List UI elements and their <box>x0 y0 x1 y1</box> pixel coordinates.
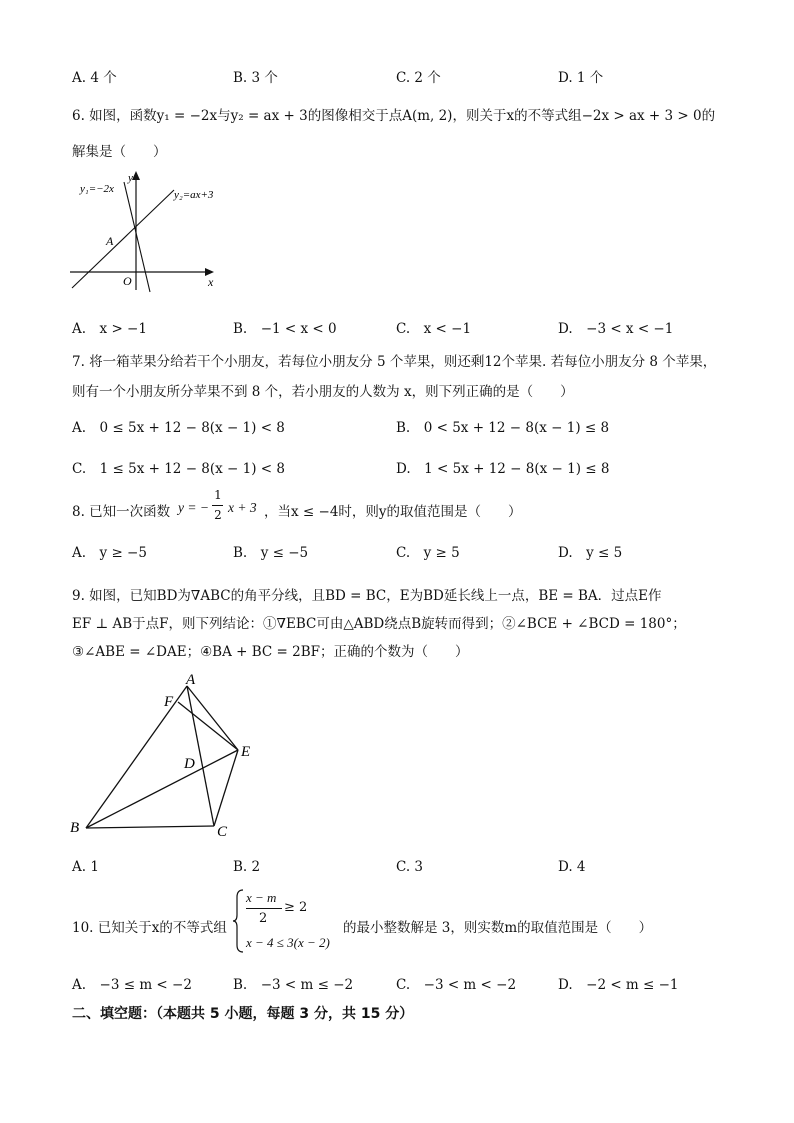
q10-ineq1-numerator: x − m <box>246 890 277 905</box>
q6-option-b: B. −1 < x < 0 <box>233 321 337 337</box>
q7-option-a: A. 0 ≤ 5x + 12 − 8(x − 1) < 8 <box>72 420 285 436</box>
q6-stem-line1: 6. 如图，函数y₁ = −2x与y₂ = ax + 3的图像相交于点A(m, 2)，则关于x的不等式组−2x > ax + 3 > 0的 <box>72 108 716 124</box>
q9-segment-bc <box>86 826 214 828</box>
q10-stem-prefix: 10. 已知关于x的不等式组 <box>72 920 227 936</box>
q9-segment-ae <box>187 686 238 750</box>
q9-segment-be <box>86 750 238 828</box>
q9-stem-line2: EF ⊥ AB于点F，则下列结论：①∇EBC可由△ABD绕点B旋转而得到；②∠BCE + ∠BCD = 180°； <box>72 616 686 632</box>
q6-option-d: D. −3 < x < −1 <box>558 321 674 337</box>
q9-segment-fe <box>178 702 238 750</box>
q8-option-c: C. y ≥ 5 <box>396 545 460 561</box>
q10-ineq1-denominator: 2 <box>259 911 268 926</box>
q10-brace-icon <box>232 888 244 954</box>
q9-segment-ce <box>214 750 238 826</box>
q5-option-c: C. 2 个 <box>396 70 441 86</box>
q9-option-c: C. 3 <box>396 859 424 875</box>
q8-option-d: D. y ≤ 5 <box>558 545 623 561</box>
q9-option-b: B. 2 <box>233 859 261 875</box>
q6-label-o: O <box>123 274 132 288</box>
q6-stem-line2: 解集是（ ） <box>72 144 167 160</box>
q7-option-b: B. 0 < 5x + 12 − 8(x − 1) ≤ 8 <box>396 420 610 436</box>
q8-frac-numerator: 1 <box>214 488 222 502</box>
section2-heading: 二、填空题：（本题共 5 小题，每题 3 分，共 15 分） <box>72 1006 414 1022</box>
q7-option-c: C. 1 ≤ 5x + 12 − 8(x − 1) < 8 <box>72 461 285 477</box>
q9-label-e: E <box>241 744 251 760</box>
q5-option-b: B. 3 个 <box>233 70 278 86</box>
q10-option-a: A. −3 ≤ m < −2 <box>72 977 192 993</box>
q9-label-a: A <box>186 672 196 688</box>
q6-label-y2: y₂=ax+3 <box>174 189 214 201</box>
q10-ineq2: x − 4 ≤ 3(x − 2) <box>246 935 330 950</box>
q7-stem-line2: 则有一个小朋友所分苹果不到 8 个，若小朋友的人数为 x，则下列正确的是（ ） <box>72 384 574 400</box>
q9-option-a: A. 1 <box>72 859 99 875</box>
q8-stem-prefix: 8. 已知一次函数 <box>72 504 171 520</box>
q9-option-d: D. 4 <box>558 859 586 875</box>
q6-label-y1: y₁=−2x <box>80 183 114 195</box>
q9-figure <box>66 670 276 845</box>
q6-label-x: x <box>208 275 214 289</box>
q6-option-a: A. x > −1 <box>72 321 147 337</box>
q8-stem-suffix: ，当x ≤ −4时，则y的取值范围是（ ） <box>264 504 522 520</box>
q7-option-d: D. 1 < 5x + 12 − 8(x − 1) ≤ 8 <box>396 461 610 477</box>
q8-frac-denominator: 2 <box>214 508 222 522</box>
q6-option-c: C. x < −1 <box>396 321 472 337</box>
q6-y-arrow-icon <box>132 171 140 180</box>
q5-option-d: D. 1 个 <box>558 70 604 86</box>
q6-label-a: A <box>106 234 114 248</box>
q5-option-a: A. 4 个 <box>72 70 117 86</box>
q10-option-d: D. −2 < m ≤ −1 <box>558 977 679 993</box>
q8-option-b: B. y ≤ −5 <box>233 545 309 561</box>
q10-stem-suffix: 的最小整数解是 3，则实数m的取值范围是（ ） <box>343 920 653 936</box>
q8-stem-func: y = − <box>178 500 209 515</box>
q9-label-f: F <box>164 694 174 710</box>
q9-stem-line1: 9. 如图，已知BD为∇ABC的角平分线，且BD = BC，E为BD延长线上一点，BE = BA．过点E作 <box>72 588 662 604</box>
q9-label-c: C <box>217 824 228 840</box>
q9-stem-line3: ③∠ABE = ∠DAE；④BA + BC = 2BF；正确的个数为（ ） <box>72 644 469 660</box>
q9-label-b: B <box>70 820 80 836</box>
q10-option-b: B. −3 < m ≤ −2 <box>233 977 354 993</box>
q8-frac-bar <box>212 505 223 506</box>
q7-stem-line1: 7. 将一箱苹果分给若干个小朋友，若每位小朋友分 5 个苹果，则还剩12个苹果. 若每位小朋友分 8 个苹果， <box>72 354 717 370</box>
q10-ineq1-relation: ≥ 2 <box>284 900 308 915</box>
q8-option-a: A. y ≥ −5 <box>72 545 147 561</box>
q9-label-d: D <box>184 756 195 772</box>
q6-figure <box>66 168 236 293</box>
q10-ineq1-bar <box>246 908 282 909</box>
q10-option-c: C. −3 < m < −2 <box>396 977 517 993</box>
q8-stem-func-tail: x + 3 <box>228 500 257 515</box>
q6-label-y: y <box>128 172 133 184</box>
